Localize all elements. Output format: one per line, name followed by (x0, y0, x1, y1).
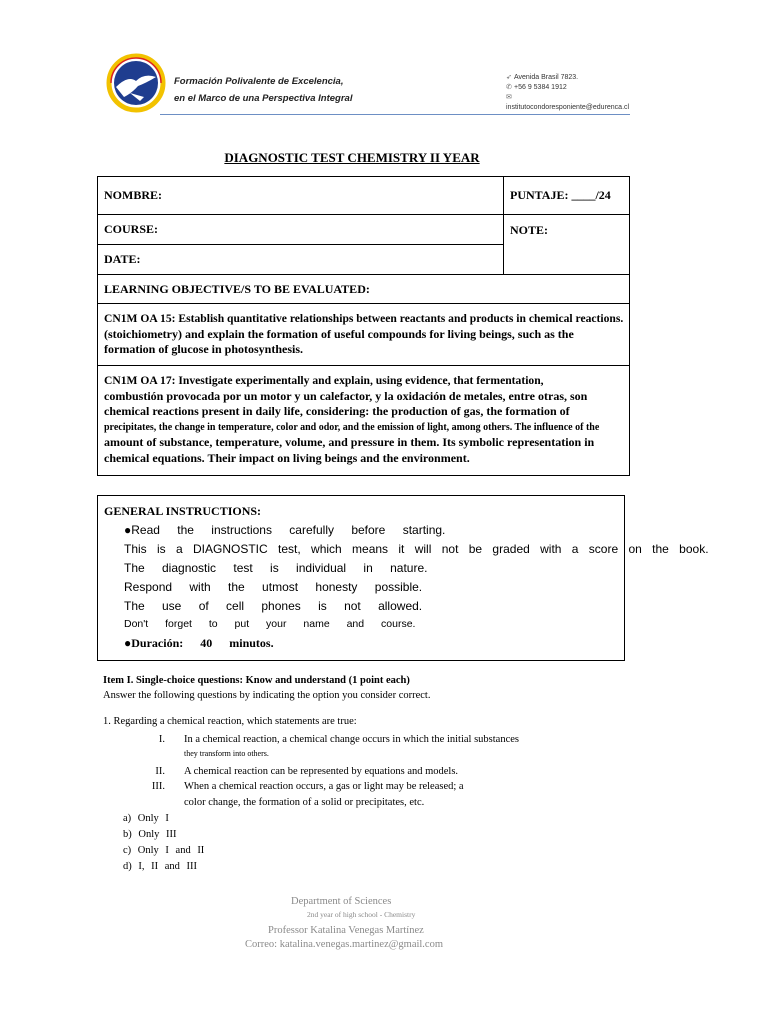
answer-option-b[interactable]: b) Only III (123, 829, 177, 840)
instructions-heading: GENERAL INSTRUCTIONS: (104, 504, 262, 518)
oa17-line-4: amount of substance, temperature, volume, and pressure in them. Its symbolic representation in (104, 435, 595, 449)
instructions-box (97, 495, 709, 661)
instruction-line-2: This is a DIAGNOSTIC test, which means it will not be graded with a score on the book. (124, 542, 709, 556)
document-title: DIAGNOSTIC TEST CHEMISTRY II YEAR (224, 150, 480, 165)
statement-number: II. (155, 766, 165, 777)
instruction-line-6: Don't forget to put your name and course. (124, 618, 416, 630)
question-1: 1. Regarding a chemical reaction, which statements are true: (103, 716, 357, 727)
school-logo (106, 53, 166, 113)
school-motto (174, 73, 352, 107)
instruction-line-5: The use of cell phones is not allowed. (124, 599, 423, 613)
student-info-table (97, 176, 630, 476)
email: institutocondoresponiente@edurenca.cl (506, 104, 630, 111)
footer-email[interactable]: Correo: katalina.venegas.martinez@gmail.com (245, 939, 444, 950)
oa15-body: (stoichiometry) and explain the formation of useful compounds for living beings, such as the formation of glucose in photosynthesis. (104, 326, 574, 356)
item-1-title: Item I. Single-choice questions: Know and understand (1 point each) (103, 675, 410, 686)
oa17-heading: CN1M OA 17: Investigate experimentally and explain, using evidence, that fermentation, (104, 374, 544, 387)
answer-option-d[interactable]: d) I, II and III (123, 861, 198, 872)
oa15-heading: CN1M OA 15: Establish quantitative relationships between reactants and products in chemical reactions. (104, 312, 624, 325)
answer-option-c[interactable]: c) Only I and II (123, 845, 205, 856)
oa17-line-2: chemical reactions present in daily life, considering: the production of gas, the formation of (104, 404, 570, 418)
item-1-subtitle: Answer the following questions by indicating the option you consider correct. (103, 690, 431, 701)
phone: +56 9 5384 1912 (514, 84, 567, 91)
objective-oa17 (98, 366, 630, 476)
instruction-line-1: ●Read the instructions carefully before starting. (124, 523, 446, 537)
oa17-line-3: precipitates, the change in temperature, color and odor, and the emission of light, among others. The influence of the (104, 421, 600, 433)
statement-text: they transform into others. (184, 749, 269, 758)
letterhead (100, 50, 630, 118)
statement-number: I. (158, 734, 165, 745)
mail-icon: ✉ (506, 94, 512, 101)
answer-option-a[interactable]: a) Only I (123, 813, 169, 824)
course-field[interactable]: COURSE: (98, 215, 504, 245)
note-field[interactable]: NOTE: (504, 215, 630, 275)
instruction-line-4: Respond with the utmost honesty possible. (124, 580, 423, 594)
statement-number: III. (151, 781, 165, 792)
statement-text: When a chemical reaction occurs, a gas or light may be released; a (184, 781, 464, 792)
date-field[interactable]: DATE: (98, 245, 504, 275)
instruction-line-3: The diagnostic test is individual in nature. (124, 561, 428, 575)
contact-block (506, 73, 630, 113)
footer-department: Department of Sciences (291, 896, 392, 907)
phone-icon: ✆ (506, 84, 512, 91)
location-icon: ➶ (506, 74, 512, 81)
statement-text: In a chemical reaction, a chemical change occurs in which the initial substances (184, 734, 519, 745)
instruction-line-7: ●Duración: 40 minutos. (124, 636, 274, 650)
motto-line-1: Formación Polivalente de Excelencia, (174, 76, 344, 87)
objectives-heading: LEARNING OBJECTIVE/S TO BE EVALUATED: (98, 275, 630, 304)
footer-level: 2nd year of high school - Chemistry (307, 910, 416, 919)
objective-oa15 (98, 304, 630, 366)
address: Avenida Brasil 7823. (514, 74, 579, 81)
motto-line-2: en el Marco de una Perspectiva Integral (174, 93, 353, 104)
statement-text: A chemical reaction can be represented by equations and models. (184, 766, 459, 777)
name-field[interactable]: NOMBRE: (98, 177, 504, 215)
oa17-line-5: chemical equations. Their impact on living beings and the environment. (104, 450, 470, 465)
footer-professor: Professor Katalina Venegas Martínez (268, 925, 424, 936)
statement-text: color change, the formation of a solid or precipitates, etc. (184, 797, 425, 808)
score-field[interactable]: PUNTAJE: ____/24 (504, 177, 630, 215)
oa17-line-1: combustión provocada por un motor y un calefactor, y la oxidación de metales, entre otras, son (104, 388, 588, 403)
header-divider (160, 114, 630, 115)
